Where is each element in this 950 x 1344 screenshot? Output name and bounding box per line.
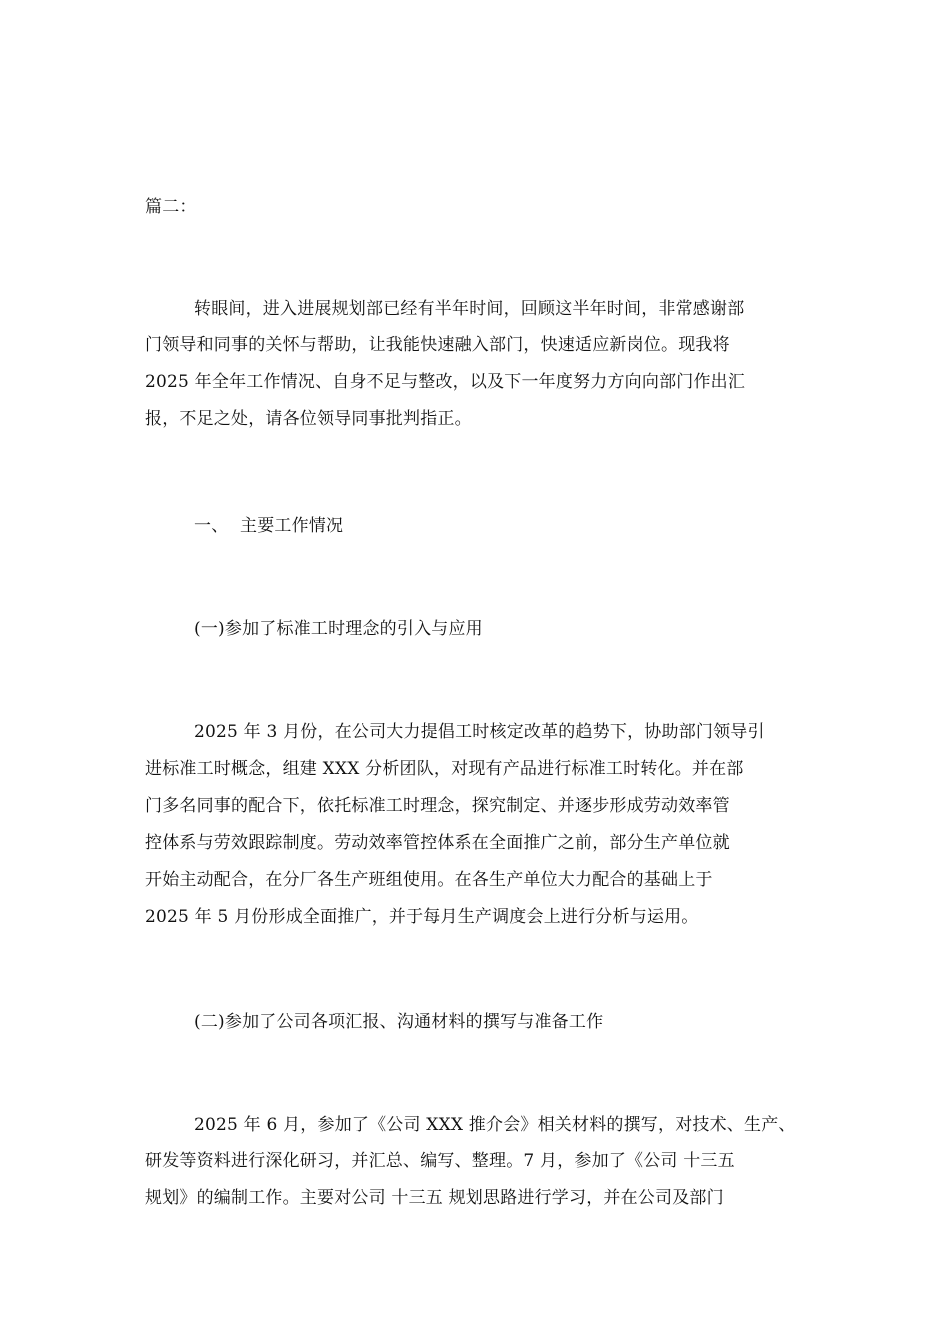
sub1-line-6: 2025 年 5 月份形成全面推广，并于每月生产调度会上进行分析与运用。 — [145, 907, 699, 927]
sub2-line-3: 规划》的编制工作。主要对公司 十三五 规划思路进行学习，并在公司及部门 — [145, 1188, 724, 1208]
sub1-line-3: 门多名同事的配合下，依托标准工时理念，探究制定、并逐步形成劳动效率管 — [145, 796, 730, 816]
intro-line-4: 报，不足之处，请各位领导同事批判指正。 — [145, 409, 472, 429]
pian-title: 篇二： — [145, 197, 197, 217]
sub1-line-4: 控体系与劳效跟踪制度。劳动效率管控体系在全面推广之前，部分生产单位就 — [145, 833, 730, 853]
section1-number: 一、 — [194, 516, 229, 536]
sub2-line-1: 2025 年 6 月，参加了《公司 XXX 推介会》相关材料的撰写，对技术、生产、 — [194, 1115, 796, 1135]
sub2-line-2: 研发等资料进行深化研习，并汇总、编写、整理。7 月，参加了《公司 十三五 — [145, 1151, 735, 1171]
intro-line-3: 2025 年全年工作情况、自身不足与整改，以及下一年度努力方向向部门作出汇 — [145, 372, 746, 392]
sub2-title: (二)参加了公司各项汇报、沟通材料的撰写与准备工作 — [194, 1012, 604, 1032]
sub1-title: (一)参加了标准工时理念的引入与应用 — [194, 619, 483, 639]
sub1-line-5: 开始主动配合，在分厂各生产班组使用。在各生产单位大力配合的基础上于 — [145, 870, 713, 890]
sub1-line-1: 2025 年 3 月份，在公司大力提倡工时核定改革的趋势下，协助部门领导引 — [194, 722, 765, 742]
intro-line-2: 门领导和同事的关怀与帮助，让我能快速融入部门，快速适应新岗位。现我将 — [145, 335, 730, 355]
intro-line-1: 转眼间，进入进展规划部已经有半年时间，回顾这半年时间，非常感谢部 — [194, 299, 745, 319]
sub1-line-2: 进标准工时概念，组建 XXX 分析团队，对现有产品进行标准工时转化。并在部 — [145, 759, 744, 779]
section1-title: 主要工作情况 — [240, 516, 344, 536]
